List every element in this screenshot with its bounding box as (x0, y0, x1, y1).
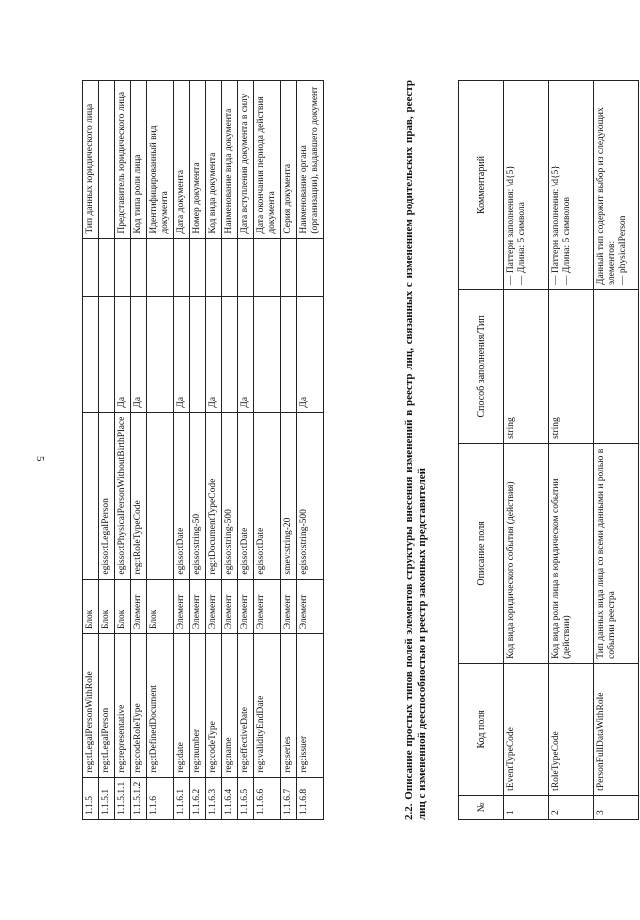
table-cell: Элемент (281, 579, 297, 634)
table-cell: reg:representative (115, 634, 131, 778)
table-cell: egisso:string-50 (190, 412, 206, 579)
table-cell (222, 296, 238, 412)
table-cell: reg:tLegalPerson (99, 634, 115, 778)
table-row (549, 81, 594, 820)
table-row (147, 81, 174, 820)
table-row (238, 81, 254, 820)
table-cell: Элемент (174, 579, 190, 634)
table-cell: Да (115, 296, 131, 412)
header-cell: Код поля (459, 663, 504, 795)
table-cell: 1 (504, 795, 549, 819)
table-cell: Элемент (131, 579, 147, 634)
table-cell: Блок (147, 579, 174, 634)
table-cell: 1.1.6.8 (297, 777, 324, 819)
header-cell: Способ заполнения/Тип (459, 289, 504, 443)
table-cell: Элемент (238, 579, 254, 634)
header-cell: № (459, 795, 504, 819)
header-cell: Комментарий (459, 81, 504, 290)
table-cell (281, 238, 297, 296)
table-row (115, 81, 131, 820)
table-cell: reg:date (174, 634, 190, 778)
table-cell: Да (174, 296, 190, 412)
table-cell: 1.1.6 (147, 777, 174, 819)
table-cell (238, 238, 254, 296)
table-cell: Код вида роли лица в юридическом событии (действии) (549, 443, 594, 663)
table-row (297, 81, 324, 820)
table-cell: egisso:string-500 (297, 412, 324, 579)
table-row (254, 81, 281, 820)
table-cell (222, 238, 238, 296)
table-row (504, 81, 549, 820)
table-cell: reg:name (222, 634, 238, 778)
table-cell: 1.1.6.5 (238, 777, 254, 819)
table-cell: Данный тип содержит выбор из следующих элементов: — physicalPerson (594, 81, 639, 290)
table-cell: reg:series (281, 634, 297, 778)
table-cell: Элемент (206, 579, 222, 634)
table-cell (83, 412, 99, 579)
table-cell: tEventTypeCode (504, 663, 549, 795)
fields-table (82, 80, 324, 820)
table-cell: Наименование вида документа (222, 81, 238, 239)
table-cell: — Паттерн заполнения: \d{5} — Длина: 5 символа (504, 81, 549, 290)
table-cell (115, 238, 131, 296)
table-cell: Да (131, 296, 147, 412)
table-cell: — Паттерн заполнения: \d{5} — Длина: 5 символов (549, 81, 594, 290)
table-cell: egisso:tDate (174, 412, 190, 579)
table-cell: smev:string-20 (281, 412, 297, 579)
table-cell (190, 238, 206, 296)
document-page (6, 4, 634, 912)
table-cell: tRoleTypeCode (549, 663, 594, 795)
table-cell: Да (297, 296, 324, 412)
table-cell: Элемент (190, 579, 206, 634)
table-cell: 1.1.6.1 (174, 777, 190, 819)
table-cell (254, 238, 281, 296)
table-cell (83, 296, 99, 412)
table-cell (206, 238, 222, 296)
table-cell: Код вида юридического события (действия) (504, 443, 549, 663)
table-cell: 1.1.5 (83, 777, 99, 819)
table-cell: Код типа роли лица (131, 81, 147, 239)
fields-table-body (83, 81, 324, 820)
table-cell: 1.1.6.7 (281, 777, 297, 819)
table-cell: egisso:tPhysicalPersonWithoutBirthPlace (115, 412, 131, 579)
table-row (206, 81, 222, 820)
simple-types-table-body (504, 81, 639, 820)
table-cell: Код вида документа (206, 81, 222, 239)
header-cell: Описание поля (459, 443, 504, 663)
table-cell: Дата вступления документа в силу (238, 81, 254, 239)
table-row (222, 81, 238, 820)
table-cell (83, 238, 99, 296)
table-row (83, 81, 99, 820)
table-cell (594, 289, 639, 443)
table-cell: 2 (549, 795, 594, 819)
table-row (190, 81, 206, 820)
table-cell: reg:effectiveDate (238, 634, 254, 778)
table-cell: 1.1.6.2 (190, 777, 206, 819)
table-row (174, 81, 190, 820)
table-cell: string (504, 289, 549, 443)
table-row (99, 81, 115, 820)
table-cell (147, 296, 174, 412)
table-cell (99, 238, 115, 296)
table-cell (281, 296, 297, 412)
table-cell: 1.1.6.3 (206, 777, 222, 819)
table-cell: Тип данных вида лица со всеми данными и ролью в событии реестра (594, 443, 639, 663)
table-cell: Блок (99, 579, 115, 634)
table-cell: Элемент (222, 579, 238, 634)
table-cell: egisso:tDate (238, 412, 254, 579)
table-cell: egisso:tDate (254, 412, 281, 579)
table-cell: Идентифицированный вид документа (147, 81, 174, 239)
table-cell: Дата окончания периода действия документа (254, 81, 281, 239)
table-row (594, 81, 639, 820)
table-cell: 3 (594, 795, 639, 819)
table-cell (147, 238, 174, 296)
table-cell: Серия документа (281, 81, 297, 239)
table-cell (99, 296, 115, 412)
page-number: 5 (34, 456, 46, 462)
table-cell: reg:validityEndDate (254, 634, 281, 778)
table-cell (174, 238, 190, 296)
table-cell: Тип данных юридического лица (83, 81, 99, 239)
table-cell: Да (238, 296, 254, 412)
table-cell: reg:issuer (297, 634, 324, 778)
table-row (281, 81, 297, 820)
table-cell: 1.1.5.1.1 (115, 777, 131, 819)
table-cell: 1.1.6.4 (222, 777, 238, 819)
table-cell (99, 81, 115, 239)
table-cell: reg:tLegalPersonWithRole (83, 634, 99, 778)
table-cell: reg:tDefinedDocument (147, 634, 174, 778)
simple-types-table (458, 80, 639, 820)
table-cell: Блок (83, 579, 99, 634)
table-cell: reg:tRoleTypeCode (131, 412, 147, 579)
table-header-row (459, 81, 504, 820)
table-cell: Номер документа (190, 81, 206, 239)
table-cell (131, 238, 147, 296)
table-cell: Представитель юридического лица (115, 81, 131, 239)
table-cell: reg:tDocumentTypeCode (206, 412, 222, 579)
table-cell: 1.1.5.1.2 (131, 777, 147, 819)
table-cell: tPersonFullDataWithRole (594, 663, 639, 795)
table-cell: egisso:tLegalPerson (99, 412, 115, 579)
table-cell: 1.1.5.1 (99, 777, 115, 819)
table-cell (254, 296, 281, 412)
table-cell: reg:number (190, 634, 206, 778)
table-cell (190, 296, 206, 412)
table-cell: Элемент (254, 579, 281, 634)
table-cell: 1.1.6.6 (254, 777, 281, 819)
table-cell: reg:codeRoleType (131, 634, 147, 778)
table-cell: reg:codeType (206, 634, 222, 778)
table-cell: Дата документа (174, 81, 190, 239)
section-title: 2.2. Описание простых типов полей элементов структуры внесения изменений в реестр лиц, связанных с изменением родительских прав, реестр лиц с измененной дееспособностью и реестр законных представителей (403, 80, 428, 820)
table-cell: Наименование органа (организации), выдавшего документ (297, 81, 324, 239)
table-cell: string (549, 289, 594, 443)
table-cell: egisso:string-500 (222, 412, 238, 579)
table-cell: Да (206, 296, 222, 412)
table-row (131, 81, 147, 820)
rotated-content (6, 4, 640, 920)
table-cell (297, 238, 324, 296)
table-cell (147, 412, 174, 579)
table-cell: Элемент (297, 579, 324, 634)
table-cell: Блок (115, 579, 131, 634)
